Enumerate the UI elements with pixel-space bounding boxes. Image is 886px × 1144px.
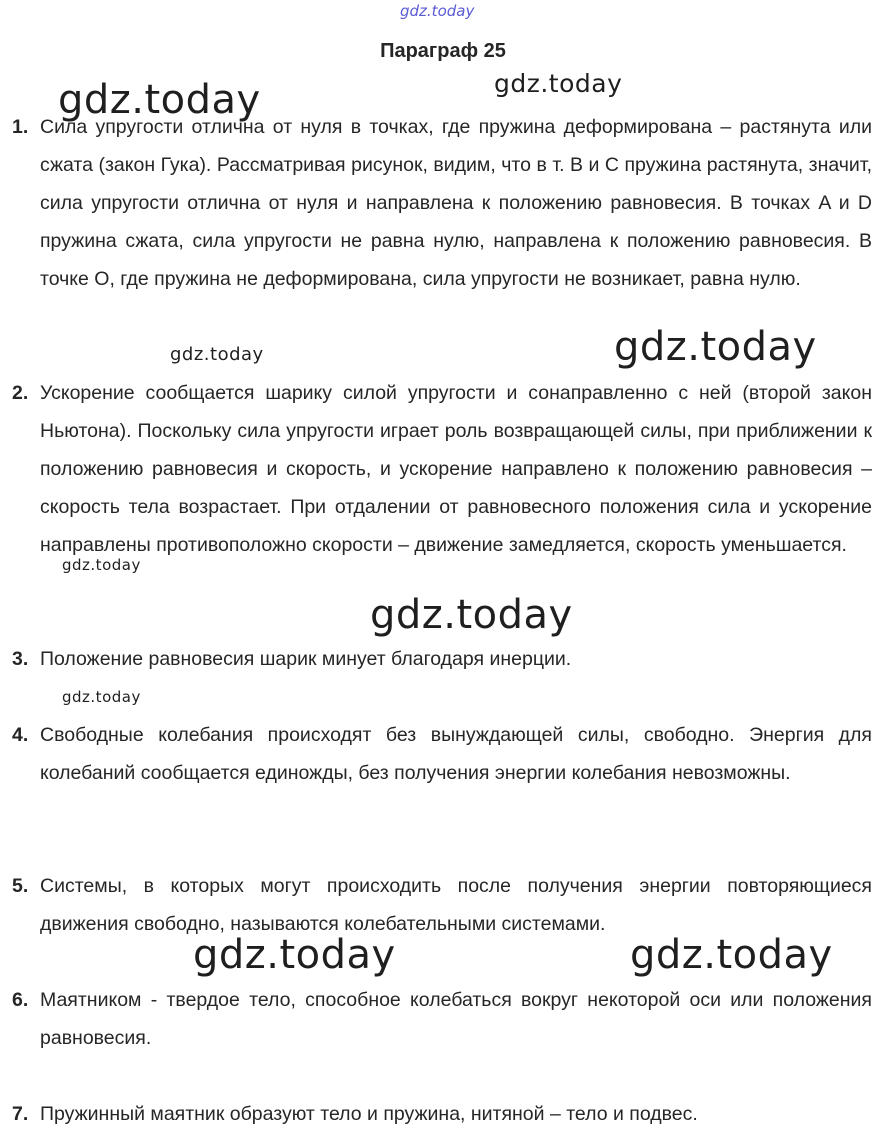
page-title: Параграф 25: [380, 40, 506, 62]
list-item: [12, 981, 872, 1057]
item-text: Положение равновесия шарик минует благодаря инерции.: [40, 648, 572, 670]
item-text: Ускорение сообщается шарику силой упругости и сонаправленно с ней (второй закон Ньютона). Поскольку сила упругости играет роль возвращающей силы, при приближении к положению равновесия и скорость, и ускорение направлено к положению равновесия – скорость тела возрастает. При отдалении от равновесного положения сила и ускорение направлены противоположно скорости – движение замедляется, скорость уменьшается.: [40, 382, 872, 556]
item-text: Маятником - твердое тело, способное колебаться вокруг некоторой оси или положения равновесия.: [40, 989, 872, 1049]
list-item: [12, 716, 872, 792]
list-item: [12, 640, 872, 678]
list-item: [12, 108, 872, 298]
item-number: 1.: [12, 116, 29, 138]
item-number: 6.: [12, 989, 29, 1011]
watermark: gdz.today: [58, 77, 261, 123]
watermark: gdz.today: [370, 592, 573, 638]
item-text: Сила упругости отлична от нуля в точках, где пружина деформирована – растянута или сжата (закон Гука). Рассматривая рисунок, видим, что в т. B и C пружина растянута, значит, сила упругости отлична от нуля и направлена к положению равновесия. В точках A и D пружина сжата, сила упругости не равна нулю, направлена к положению равновесия. В точке O, где пружина не деформирована, сила упругости не возникает, равна нулю.: [40, 116, 872, 290]
watermark: gdz.today: [62, 556, 141, 574]
list-item: [12, 374, 872, 564]
item-text: Системы, в которых могут происходить после получения энергии повторяющиеся движения свободно, называются колебательными системами.: [40, 875, 872, 935]
item-number: 4.: [12, 724, 29, 746]
item-number: 3.: [12, 648, 29, 670]
watermark: gdz.today: [494, 69, 623, 98]
watermark: gdz.today: [630, 932, 833, 978]
watermark: gdz.today: [170, 344, 264, 365]
list-item: [12, 867, 872, 943]
item-number: 2.: [12, 382, 29, 404]
list-item: [12, 1095, 872, 1133]
watermark: gdz.today: [193, 932, 396, 978]
item-number: 7.: [12, 1103, 29, 1125]
item-text: Свободные колебания происходят без вынуждающей силы, свободно. Энергия для колебаний сообщается единожды, без получения энергии колебания невозможны.: [40, 724, 872, 784]
item-text: Пружинный маятник образуют тело и пружина, нитяной – тело и подвес.: [40, 1103, 698, 1125]
watermark: gdz.today: [614, 324, 817, 370]
watermark-top: gdz.today: [400, 2, 475, 20]
watermark: gdz.today: [62, 688, 141, 706]
item-number: 5.: [12, 875, 29, 897]
